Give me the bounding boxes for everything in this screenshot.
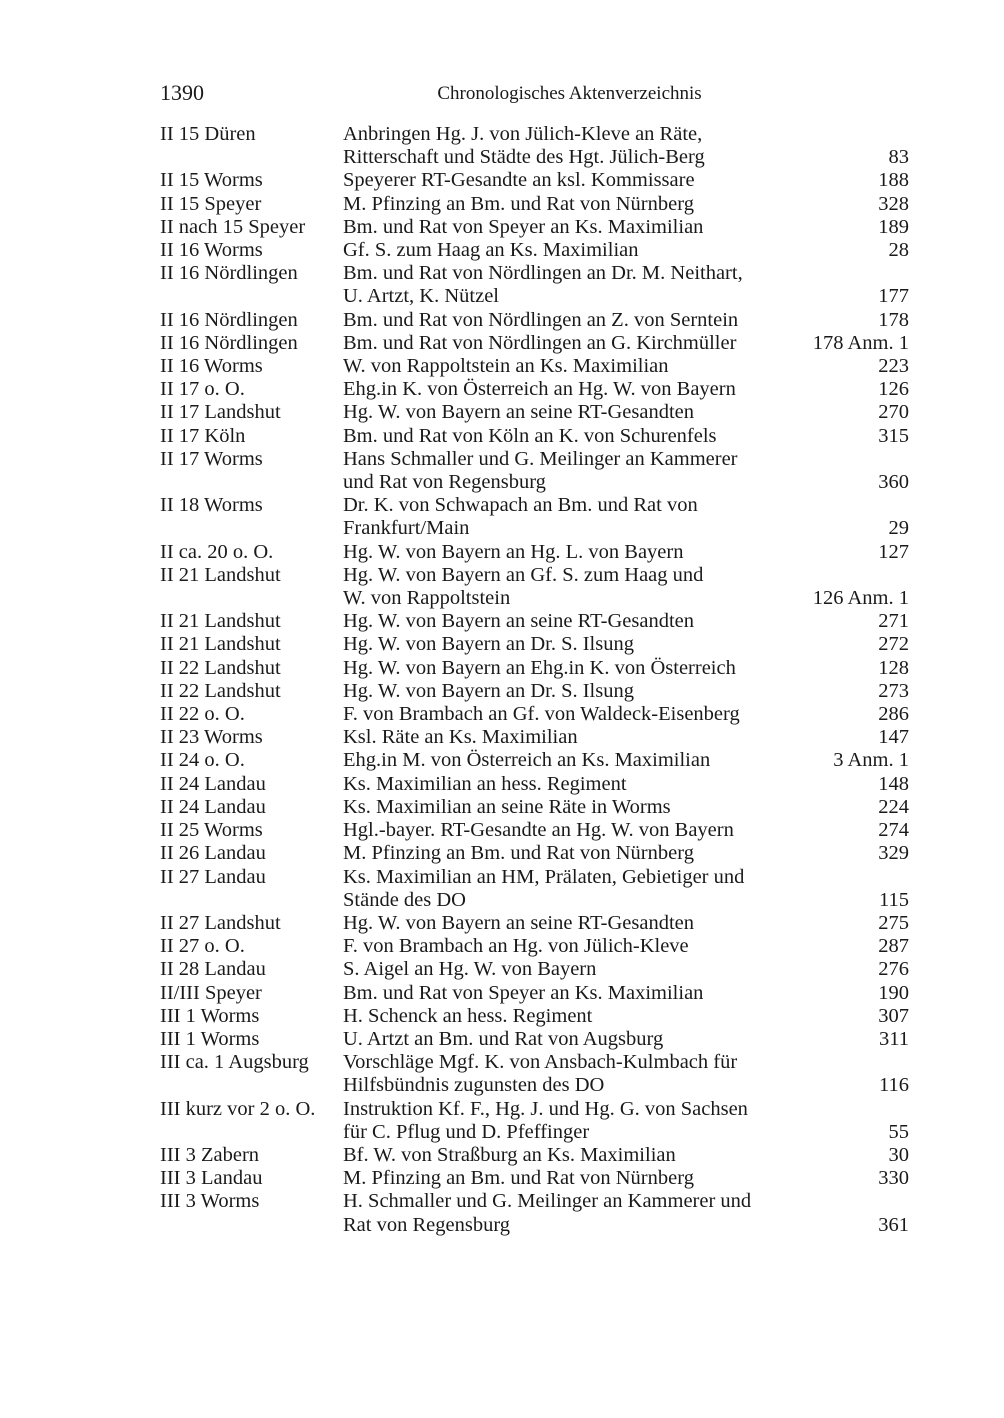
entry-row (160, 262, 909, 308)
entry-description-text: Hg. W. von Bayern an seine RT-Gesandten (343, 610, 695, 633)
entry-description (343, 842, 909, 865)
entry-date: II 24 Landau (160, 795, 266, 818)
entry-description-line (343, 332, 909, 355)
entry-description-text: Ks. Maximilian an hess. Regiment (343, 772, 627, 795)
entry-description-line (343, 1144, 909, 1167)
entry-document-number: 274 (878, 819, 909, 842)
entry-document-number: 361 (878, 1213, 909, 1236)
entry-description-text: Hg. W. von Bayern an Hg. L. von Bayern (343, 540, 684, 563)
entry-description (343, 796, 909, 819)
entry-row (160, 216, 909, 239)
entry-document-number: 126 Anm. 1 (812, 587, 909, 610)
entry-description-line (343, 912, 909, 935)
entry-description-text: Hg. W. von Bayern an seine RT-Gesandten (343, 911, 695, 934)
entry-description-line (343, 193, 909, 216)
entry-description (343, 425, 909, 448)
entry-date: II 22 Landshut (160, 679, 281, 702)
entry-description-text: Dr. K. von Schwapach an Bm. und Rat von (343, 494, 698, 517)
entry-description-line (343, 1074, 909, 1097)
entry-document-number: 271 (878, 610, 909, 633)
entry-date: II 21 Landshut (160, 610, 281, 633)
entry-description-line (343, 1051, 909, 1074)
entry-description-line (343, 657, 909, 680)
entry-description-text: Ksl. Räte an Ks. Maximilian (343, 726, 578, 749)
entry-description-line (343, 842, 909, 865)
entry-date: III 3 Landau (160, 1167, 263, 1190)
entry-description (343, 355, 909, 378)
entry-description-text: Hg. W. von Bayern an Dr. S. Ilsung (343, 633, 634, 656)
entry-date: II 15 Speyer (160, 192, 262, 215)
entry-row (160, 1190, 909, 1236)
entry-document-number: 315 (878, 424, 909, 447)
entry-document-number: 330 (878, 1167, 909, 1190)
entry-description-text: M. Pfinzing an Bm. und Rat von Nürnberg (343, 192, 694, 215)
entry-description-text: Gf. S. zum Haag an Ks. Maximilian (343, 239, 639, 262)
entry-description (343, 982, 909, 1005)
entry-description-text: M. Pfinzing an Bm. und Rat von Nürnberg (343, 842, 694, 865)
chronological-entry-list (160, 123, 909, 1237)
entry-description (343, 169, 909, 192)
entry-description (343, 564, 909, 610)
entry-description (343, 239, 909, 262)
entry-description (343, 819, 909, 842)
entry-row (160, 633, 909, 656)
entry-row (160, 1098, 909, 1144)
entry-row (160, 819, 909, 842)
entry-description-line (343, 726, 909, 749)
entry-description-text: Bm. und Rat von Nördlingen an Dr. M. Neithart, (343, 262, 743, 285)
entry-description (343, 1005, 909, 1028)
entry-description-text: Stände des DO (343, 888, 466, 911)
entry-description-text: Speyerer RT-Gesandte an ksl. Kommissare (343, 169, 695, 192)
entry-description (343, 541, 909, 564)
entry-description-line (343, 749, 909, 772)
entry-document-number: 276 (878, 958, 909, 981)
entry-description (343, 262, 909, 308)
entry-document-number: 270 (878, 401, 909, 424)
entry-document-number: 29 (888, 517, 909, 540)
page-number: 1390 (160, 80, 204, 105)
entry-date: III ca. 1 Augsburg (160, 1051, 309, 1074)
entry-row (160, 842, 909, 865)
entry-description (343, 1144, 909, 1167)
entry-date: II 21 Landshut (160, 563, 281, 586)
running-title: Chronologisches Aktenverzeichnis (437, 83, 702, 104)
entry-description-text: W. von Rappoltstein an Ks. Maximilian (343, 355, 669, 378)
entry-date: II 17 Landshut (160, 401, 281, 424)
entry-description-line (343, 958, 909, 981)
entry-document-number: 329 (878, 842, 909, 865)
entry-description-text: Bm. und Rat von Speyer an Ks. Maximilian (343, 981, 704, 1004)
entry-description (343, 123, 909, 169)
entry-description-line (343, 541, 909, 564)
entry-description-text: Hg. W. von Bayern an seine RT-Gesandten (343, 401, 695, 424)
entry-description-text: Ritterschaft und Städte des Hgt. Jülich-Berg (343, 146, 705, 169)
entry-description (343, 309, 909, 332)
entry-date: III 1 Worms (160, 1004, 260, 1027)
entry-row (160, 332, 909, 355)
entry-row (160, 982, 909, 1005)
entry-date: III 3 Worms (160, 1190, 260, 1213)
entry-document-number: 273 (878, 679, 909, 702)
entry-date: III kurz vor 2 o. O. (160, 1097, 316, 1120)
entry-description-text: Bm. und Rat von Nördlingen an Z. von Serntein (343, 308, 739, 331)
entry-description-line (343, 564, 909, 587)
entry-document-number: 83 (888, 146, 909, 169)
entry-description-line (343, 1005, 909, 1028)
entry-description-line (343, 1028, 909, 1051)
entry-description (343, 494, 909, 540)
entry-date: II 17 o. O. (160, 378, 245, 401)
entry-row (160, 796, 909, 819)
entry-description-line (343, 285, 909, 308)
entry-document-number: 178 (878, 308, 909, 331)
entry-description-line (343, 309, 909, 332)
entry-row (160, 958, 909, 981)
entry-description (343, 401, 909, 424)
entry-date: II/III Speyer (160, 981, 262, 1004)
entry-description-line (343, 587, 909, 610)
entry-description (343, 1167, 909, 1190)
entry-description-text: H. Schenck an hess. Regiment (343, 1004, 593, 1027)
entry-description-line (343, 494, 909, 517)
entry-document-number: 307 (878, 1004, 909, 1027)
entry-description (343, 1190, 909, 1236)
entry-row (160, 564, 909, 610)
entry-description-text: Bm. und Rat von Nördlingen an G. Kirchmüller (343, 331, 737, 354)
entry-document-number: 115 (879, 888, 909, 911)
entry-row (160, 123, 909, 169)
entry-description (343, 193, 909, 216)
entry-date: II 25 Worms (160, 819, 263, 842)
entry-row (160, 866, 909, 912)
entry-document-number: 128 (878, 656, 909, 679)
entry-document-number: 126 (878, 378, 909, 401)
entry-description-text: Bf. W. von Straßburg an Ks. Maximilian (343, 1143, 676, 1166)
entry-description-line (343, 425, 909, 448)
entry-date: II 17 Köln (160, 424, 246, 447)
entry-description (343, 935, 909, 958)
entry-description-line (343, 1167, 909, 1190)
entry-row (160, 749, 909, 772)
entry-description (343, 633, 909, 656)
entry-description (343, 703, 909, 726)
entry-row (160, 610, 909, 633)
entry-document-number: 275 (878, 911, 909, 934)
entry-date: II 22 Landshut (160, 656, 281, 679)
entry-description (343, 610, 909, 633)
entry-description-line (343, 448, 909, 471)
entry-row (160, 239, 909, 262)
entry-description-line (343, 355, 909, 378)
entry-description (343, 773, 909, 796)
entry-document-number: 55 (888, 1120, 909, 1143)
entry-description (343, 866, 909, 912)
entry-row (160, 657, 909, 680)
entry-description (343, 912, 909, 935)
entry-date: II ca. 20 o. O. (160, 540, 274, 563)
entry-document-number: 178 Anm. 1 (812, 331, 909, 354)
entry-date: II 16 Nördlingen (160, 262, 298, 285)
entry-description-text: Ks. Maximilian an seine Räte in Worms (343, 795, 671, 818)
entry-row (160, 401, 909, 424)
entry-description-text: Vorschläge Mgf. K. von Ansbach-Kulmbach für (343, 1051, 738, 1074)
entry-row (160, 378, 909, 401)
entry-date: II 27 Landshut (160, 911, 281, 934)
entry-row (160, 1028, 909, 1051)
entry-date: II 27 Landau (160, 865, 266, 888)
entry-document-number: 3 Anm. 1 (833, 749, 909, 772)
entry-description-line (343, 633, 909, 656)
entry-document-number: 223 (878, 355, 909, 378)
entry-date: II 26 Landau (160, 842, 266, 865)
entry-description (343, 726, 909, 749)
entry-description-text: H. Schmaller und G. Meilinger an Kammerer und (343, 1190, 752, 1213)
entry-row (160, 494, 909, 540)
entry-row (160, 1051, 909, 1097)
entry-description (343, 448, 909, 494)
entry-row (160, 169, 909, 192)
entry-description-text: Anbringen Hg. J. von Jülich-Kleve an Räte, (343, 123, 703, 145)
entry-description (343, 657, 909, 680)
entry-date: II 16 Worms (160, 239, 263, 262)
page-header (160, 78, 909, 108)
entry-description-text: Rat von Regensburg (343, 1213, 511, 1236)
entry-description-text: F. von Brambach an Gf. von Waldeck-Eisenberg (343, 703, 740, 726)
entry-row (160, 680, 909, 703)
entry-document-number: 147 (878, 726, 909, 749)
entry-date: II 27 o. O. (160, 935, 245, 958)
entry-date: II 16 Worms (160, 355, 263, 378)
entry-description-text: Ehg.in K. von Österreich an Hg. W. von Bayern (343, 378, 736, 401)
entry-description (343, 680, 909, 703)
entry-description-text: Ehg.in M. von Österreich an Ks. Maximilian (343, 749, 711, 772)
entry-description-line (343, 773, 909, 796)
entry-date: II 28 Landau (160, 958, 266, 981)
entry-description-text: Hg. W. von Bayern an Gf. S. zum Haag und (343, 563, 704, 586)
entry-description-line (343, 517, 909, 540)
entry-date: II 24 o. O. (160, 749, 245, 772)
entry-date: II 16 Nördlingen (160, 331, 298, 354)
entry-document-number: 286 (878, 703, 909, 726)
entry-date: II 23 Worms (160, 726, 263, 749)
entry-row (160, 355, 909, 378)
entry-description (343, 1098, 909, 1144)
entry-document-number: 224 (878, 795, 909, 818)
entry-date: II 15 Düren (160, 123, 256, 145)
entry-description (343, 216, 909, 239)
entry-row (160, 425, 909, 448)
entry-description-text: Hans Schmaller und G. Meilinger an Kammerer (343, 447, 738, 470)
entry-document-number: 127 (878, 540, 909, 563)
entry-row (160, 726, 909, 749)
entry-row (160, 448, 909, 494)
entry-description-line (343, 889, 909, 912)
entry-description-text: M. Pfinzing an Bm. und Rat von Nürnberg (343, 1167, 694, 1190)
entry-description-line (343, 216, 909, 239)
entry-description (343, 1051, 909, 1097)
entry-date: III 3 Zabern (160, 1143, 260, 1166)
entry-description-text: W. von Rappoltstein (343, 587, 511, 610)
entry-document-number: 360 (878, 471, 909, 494)
entry-document-number: 190 (878, 981, 909, 1004)
entry-description-line (343, 262, 909, 285)
entry-description-text: Hg. W. von Bayern an Ehg.in K. von Österreich (343, 656, 736, 679)
entry-description-text: Hilfsbündnis zugunsten des DO (343, 1074, 605, 1097)
entry-description-line (343, 1190, 909, 1213)
entry-document-number: 148 (878, 772, 909, 795)
entry-document-number: 177 (878, 285, 909, 308)
entry-row (160, 541, 909, 564)
entry-description-line (343, 982, 909, 1005)
entry-description-line (343, 146, 909, 169)
entry-date: II 21 Landshut (160, 633, 281, 656)
entry-document-number: 287 (878, 935, 909, 958)
entry-document-number: 188 (878, 169, 909, 192)
entry-description-line (343, 401, 909, 424)
entry-description-line (343, 610, 909, 633)
entry-date: II 22 o. O. (160, 703, 245, 726)
entry-description (343, 958, 909, 981)
entry-description-text: und Rat von Regensburg (343, 471, 546, 494)
entry-description-line (343, 1121, 909, 1144)
entry-row (160, 703, 909, 726)
entry-description-line (343, 819, 909, 842)
entry-description-text: Hg. W. von Bayern an Dr. S. Ilsung (343, 679, 634, 702)
entry-description-line (343, 703, 909, 726)
entry-description-text: Ks. Maximilian an HM, Prälaten, Gebietiger und (343, 865, 745, 888)
entry-description-text: U. Artzt an Bm. und Rat von Augsburg (343, 1027, 664, 1050)
entry-date: II 17 Worms (160, 447, 263, 470)
entry-description-line (343, 1098, 909, 1121)
entry-document-number: 311 (879, 1027, 909, 1050)
entry-date: II 18 Worms (160, 494, 263, 517)
entry-document-number: 28 (888, 239, 909, 262)
entry-row (160, 1144, 909, 1167)
entry-description-line (343, 169, 909, 192)
entry-description-line (343, 680, 909, 703)
entry-document-number: 272 (878, 633, 909, 656)
entry-document-number: 30 (888, 1143, 909, 1166)
entry-row (160, 912, 909, 935)
entry-row (160, 935, 909, 958)
entry-description-line (343, 471, 909, 494)
entry-description-line (343, 866, 909, 889)
entry-description-text: Bm. und Rat von Speyer an Ks. Maximilian (343, 215, 704, 238)
entry-date: II 24 Landau (160, 772, 266, 795)
entry-description (343, 749, 909, 772)
entry-description-text: Bm. und Rat von Köln an K. von Schurenfels (343, 424, 717, 447)
entry-description-line (343, 935, 909, 958)
entry-description-text: Instruktion Kf. F., Hg. J. und Hg. G. von Sachsen (343, 1097, 748, 1120)
entry-description-line (343, 123, 909, 146)
entry-description-line (343, 1214, 909, 1237)
entry-description-text: S. Aigel an Hg. W. von Bayern (343, 958, 597, 981)
entry-description-text: für C. Pflug und D. Pfeffinger (343, 1120, 590, 1143)
entry-description-line (343, 378, 909, 401)
entry-row (160, 193, 909, 216)
entry-date: III 1 Worms (160, 1027, 260, 1050)
entry-description-line (343, 239, 909, 262)
entry-document-number: 328 (878, 192, 909, 215)
entry-date: II 15 Worms (160, 169, 263, 192)
entry-description (343, 1028, 909, 1051)
entry-row (160, 309, 909, 332)
entry-row (160, 773, 909, 796)
entry-row (160, 1005, 909, 1028)
entry-date: II 16 Nördlingen (160, 308, 298, 331)
entry-document-number: 189 (878, 215, 909, 238)
entry-description (343, 378, 909, 401)
entry-document-number: 116 (879, 1074, 909, 1097)
entry-date: II nach 15 Speyer (160, 215, 306, 238)
entry-description-text: Frankfurt/Main (343, 517, 470, 540)
entry-description (343, 332, 909, 355)
entry-description-text: F. von Brambach an Hg. von Jülich-Kleve (343, 935, 689, 958)
entry-row (160, 1167, 909, 1190)
entry-description-line (343, 796, 909, 819)
entry-description-text: Hgl.-bayer. RT-Gesandte an Hg. W. von Bayern (343, 819, 734, 842)
entry-description-text: U. Artzt, K. Nützel (343, 285, 499, 308)
